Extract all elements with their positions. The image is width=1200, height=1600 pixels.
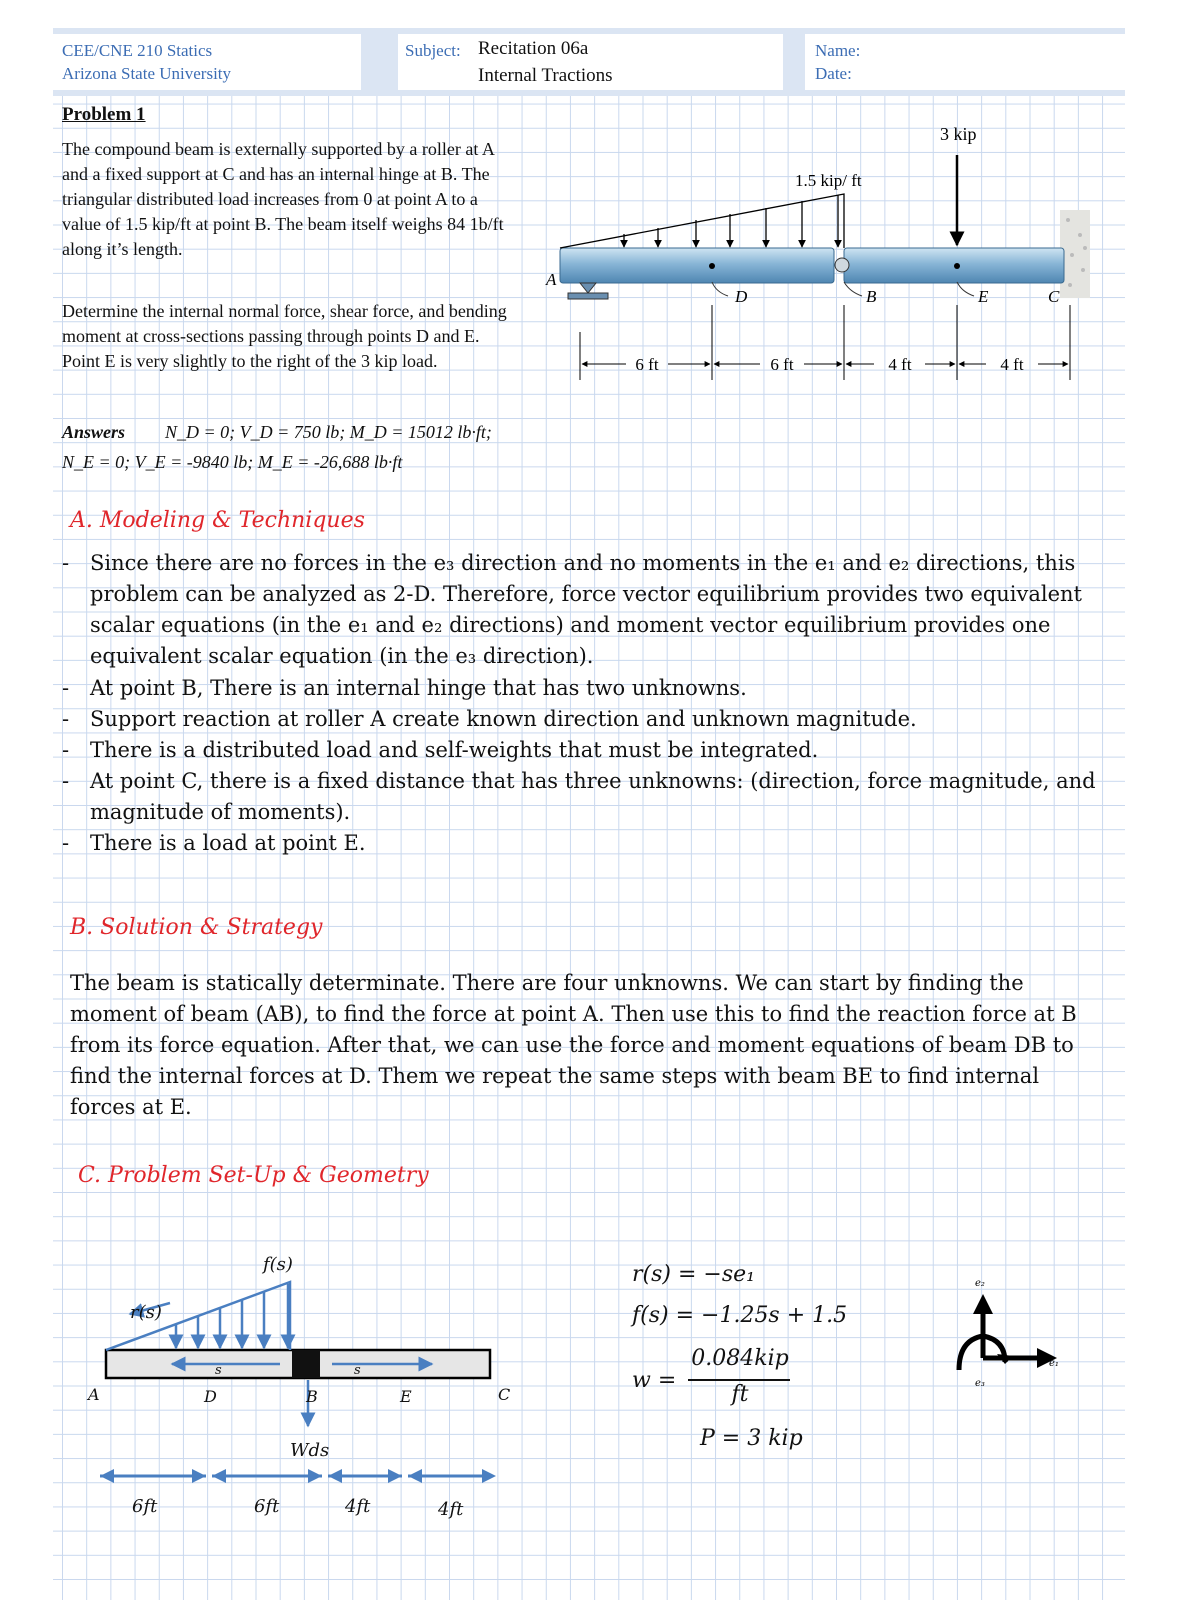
setup-diagram: [80, 1240, 540, 1530]
setup-label-b: B: [306, 1387, 318, 1406]
beam-segment-bc: [844, 248, 1064, 283]
setup-dim-1: 6ft: [132, 1496, 158, 1517]
problem-question: Determine the internal normal force, shear force, and bending moment at cross-sections passing through points D and E. Point E is very slightly to the right of the 3 kip load.: [62, 301, 507, 371]
fig1-dim-4: 4 ft: [1000, 355, 1024, 374]
subject-line-1: Recitation 06a: [478, 38, 589, 59]
setup-s-left: s: [215, 1363, 222, 1378]
fig1-label-d: D: [735, 287, 748, 306]
equation-p: P = 3 kip: [700, 1426, 803, 1451]
setup-fs-label: f(s): [263, 1254, 293, 1275]
university-name: Arizona State University: [62, 64, 232, 83]
fig1-label-e: E: [978, 287, 989, 306]
section-c-title: C. Problem Set-Up & Geometry: [78, 1163, 429, 1188]
subject-line-2: Internal Tractions: [478, 65, 613, 86]
section-a-item-6: - There is a load at point E.: [62, 828, 1102, 859]
setup-wds-label: Wds: [290, 1440, 330, 1461]
fig1-label-a: A: [546, 270, 557, 289]
setup-dim-3: 4ft: [345, 1496, 371, 1517]
section-a-item-4-text: There is a distributed load and self-weights that must be integrated.: [90, 738, 819, 762]
axis-e3-label: e₃: [975, 1378, 985, 1389]
setup-rs-label: r(s): [130, 1302, 162, 1323]
equation-rs: r(s) = −se₁: [632, 1262, 755, 1287]
subject-label: Subject:: [405, 41, 461, 60]
equation-fs: f(s) = −1.25s + 1.5: [632, 1303, 848, 1328]
fig1-dim-2: 6 ft: [770, 355, 794, 374]
section-a-item-1-text: Since there are no forces in the e₃ direction and no moments in the e₁ and e₂ directions, this problem can be analyzed as 2-D. Therefore, force vector equilibrium provides two equivalent scalar equations (in the e₁ and e₂ directions) and moment vector equilibrium provides one equivalent scalar equation (in the e₃ direction).: [90, 551, 1082, 668]
section-a-item-5-text: At point C, there is a fixed distance that has three unknowns: (direction, force magnitude, and magnitude of moments).: [90, 769, 1096, 824]
section-b-text: The beam is statically determinate. There are four unknowns. We can start by finding the moment of beam (AB), to find the force at point A. Then use this to find the reaction force at B from its force equation. After that, we can use the force and moment equations of beam DB to find the internal forces at D. Them we repeat the same steps with beam BE to find internal forces at E.: [70, 971, 1077, 1119]
date-label: Date:: [815, 64, 852, 83]
setup-dim-4: 4ft: [438, 1499, 464, 1520]
equation-w-num: 0.084kip: [691, 1346, 789, 1371]
answers-line-1: N_D = 0; V_D = 750 lb; M_D = 15012 lb·ft;: [165, 422, 492, 442]
section-a-item-2: - At point B, There is an internal hinge that has two unknowns.: [62, 673, 1102, 704]
answers-line-2: N_E = 0; V_E = -9840 lb; M_E = -26,688 lb·ft: [62, 452, 403, 472]
setup-label-c: C: [498, 1385, 511, 1404]
problem-statement: The compound beam is externally supported by a roller at A and a fixed support at C and has an internal hinge at B. The triangular distributed load increases from 0 at point A to a value of 1.5 kip/ft at point B. The beam itself weighs 84 1b/ft along it’s length.: [62, 139, 504, 259]
section-a-item-3: - Support reaction at roller A create known direction and unknown magnitude.: [62, 704, 1102, 735]
section-a-item-1: - Since there are no forces in the e₃ direction and no moments in the e₁ and e₂ directions, this problem can be analyzed as 2-D. Therefore, force vector equilibrium provides two equivalent scalar equations (in the e₁ and e₂ directions) and moment vector equilibrium provides one equivalent scalar equation (in the e₃ direction).: [62, 548, 1102, 672]
course-name: CEE/CNE 210 Statics: [62, 41, 213, 60]
section-b-title: B. Solution & Strategy: [70, 915, 323, 940]
equation-w-lhs: w =: [632, 1368, 677, 1393]
axes-icon: [945, 1270, 1075, 1400]
hinge-b: [835, 258, 849, 272]
equation-w-den: ft: [731, 1382, 749, 1407]
setup-dim-2: 6ft: [254, 1496, 280, 1517]
section-a-item-2-text: At point B, There is an internal hinge that has two unknowns.: [90, 676, 747, 700]
problem-title: Problem 1: [62, 104, 146, 125]
fig1-dim-1: 6 ft: [635, 355, 659, 374]
beam-figure: [540, 110, 1120, 400]
fig1-label-c: C: [1048, 287, 1060, 306]
section-a-item-6-text: There is a load at point E.: [90, 831, 366, 855]
fraction-bar: [688, 1379, 790, 1381]
load-3kip-label: 3 kip: [940, 124, 977, 144]
axis-e2-label: e₂: [975, 1278, 985, 1289]
section-a-title: A. Modeling & Techniques: [70, 508, 365, 533]
setup-s-right: s: [354, 1363, 361, 1378]
setup-label-d: D: [204, 1387, 217, 1406]
answers-label: Answers: [62, 422, 126, 442]
beam-segment-ab: [560, 248, 834, 283]
setup-label-a: A: [88, 1385, 100, 1404]
section-a-item-3-text: Support reaction at roller A create known direction and unknown magnitude.: [90, 707, 917, 731]
section-a-item-5: - At point C, there is a fixed distance that has three unknowns: (direction, force magnitude, and magnitude of moments).: [62, 766, 1102, 828]
fig1-label-b: B: [866, 287, 877, 306]
setup-label-e: E: [400, 1387, 412, 1406]
section-a-item-4: - There is a distributed load and self-weights that must be integrated.: [62, 735, 1102, 766]
axis-e1-label: e₁: [1049, 1358, 1059, 1369]
load-dist-label: 1.5 kip/ ft: [795, 171, 862, 190]
roller-a: [568, 293, 608, 299]
setup-hinge: [292, 1350, 320, 1378]
fig1-dim-3: 4 ft: [888, 355, 912, 374]
name-label: Name:: [815, 41, 861, 60]
